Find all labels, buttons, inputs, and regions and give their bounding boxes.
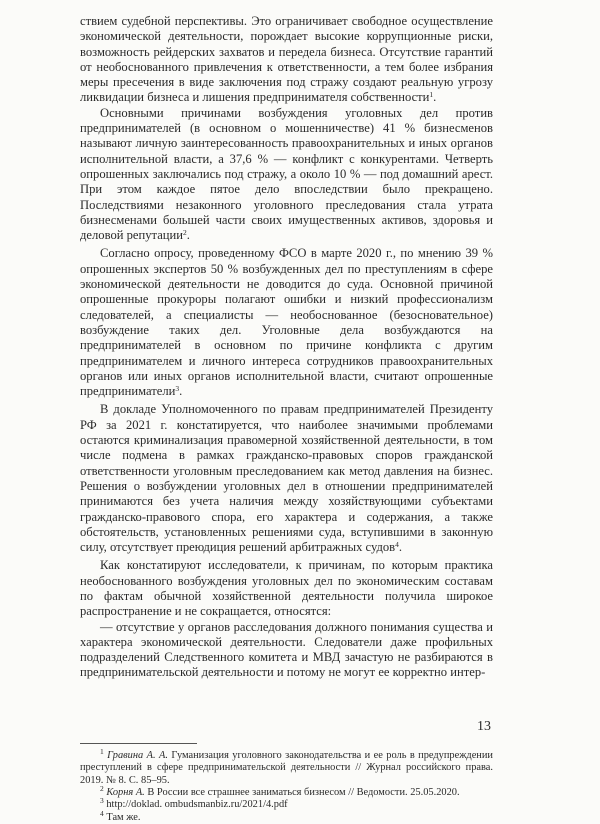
footnote-author: Корня А. <box>106 786 145 798</box>
footnote-2: $^2$ Корня А. В России все страшнее заниматься бизнесом // Ведомости. 25.05.2020. <box>100 783 460 798</box>
paragraph-5: Как констатируют исследователи, к причинам, по которым практика необоснованного возбуждения уголовных дел по экономическим составам по фактам обычной хозяйственной деятельности получила широкое распространение и не сокращается, относятся: <box>80 558 493 619</box>
footnote-ref-2[interactable]: 2 <box>183 228 187 238</box>
footnote-link[interactable]: http://doklad. ombudsmanbiz.ru/2021/4.pdf <box>106 799 288 811</box>
paragraph-1: ствием судебной перспективы. Это ограничивает свободное осуществление экономической деятельности, порождает высокие коррупционные риски, возможность рейдерских захватов и передела бизнеса. Отсутствие гарантий от необоснованного привлечения к ответственности, а тем более избрания меры пресечения в виде заключения под стражу создают реальную угрозу ликвидации бизнеса и лишения предпринимателя собственности$^1$. <box>80 14 493 105</box>
page-number: 13 <box>477 719 491 734</box>
footnote-divider <box>80 743 197 744</box>
footnote-4: $^4$ Там же. <box>100 808 141 823</box>
paragraph-6: — отсутствие у органов расследования должного понимания существа и характера экономической деятельности. Следователи даже профильных подразделений Следственного комитета и МВД зачастую не разбираются в предпринимательской деятельности и потому не могут ее корректно интер- <box>80 619 493 680</box>
paragraph-2: Основными причинами возбуждения уголовных дел против предпринимателей (в основном о мошенничестве) 41 % бизнесменов называют личную заинтересованность правоохранительных и иных органов исполнительной власти, а 37,6 % — конфликт с конкурентами. Четверть опрошенных заключались под стражу, а около 10 % — под домашний арест. При этом каждое пятое дело впоследствии было прекращено. Последствиями незаконного уголовного преследования стала утрата бизнесменами большей части своих имущественных активов, здоровья и деловой репутации$^2$. <box>80 105 493 243</box>
footnote-1: $^1$ Гравина А. А. Гуманизация уголовного законодательства и ее роль в предупреждении преступлений в сфере предпринимательской деятельности // Журнал российского права. 2019. № 8. С. 85–95. <box>80 746 493 786</box>
footnote-author: Гравина А. А. <box>107 749 168 761</box>
paragraph-4: В докладе Уполномоченного по правам предпринимателей Президенту РФ за 2021 г. констатируется, что наиболее значимыми проблемами остаются криминализация правомерной хозяйственной деятельности, в том числе подмена в рамках гражданско-правовых споров гражданской ответственности уголовным преследованием как метод давления на бизнес. Решения о возбуждении уголовных дел в отношении предпринимателей принимаются без учета наличия между хозяйствующими субъектами гражданско-правового спора, его характера и содержания, а также обстоятельств, установленных решениями суда, вступившими в законную силу, отсутствует преюдиция решений арбитражных судов$^4$. <box>80 402 493 555</box>
page-body <box>80 14 493 824</box>
footnote-ref-4[interactable]: 4 <box>395 540 399 550</box>
footnote-ref-1[interactable]: 1 <box>429 90 434 100</box>
paragraph-3: Согласно опросу, проведенному ФСО в марте 2020 г., по мнению 39 % опрошенных экспертов 50 % возбужденных дел по преступлениям в сфере экономической деятельности не доводится до суда. Основной причиной опрошенные прокуроры полагают ошибки и низкий профессионализм следователей, а специалисты — необоснованное (безосновательное) возбуждение таких дел. Уголовные дела возбуждаются на предпринимателей в основном по причине конфликта с другим предпринимателем и личного интереса сотрудников правоохранительных органов или иных органов исполнительной власти, считают опрошенные предприниматели$^3$. <box>80 246 493 399</box>
footnote-3: $^3$ http://doklad. ombudsmanbiz.ru/2021/4.pdf <box>100 796 288 811</box>
footnote-ref-3[interactable]: 3 <box>175 384 180 394</box>
